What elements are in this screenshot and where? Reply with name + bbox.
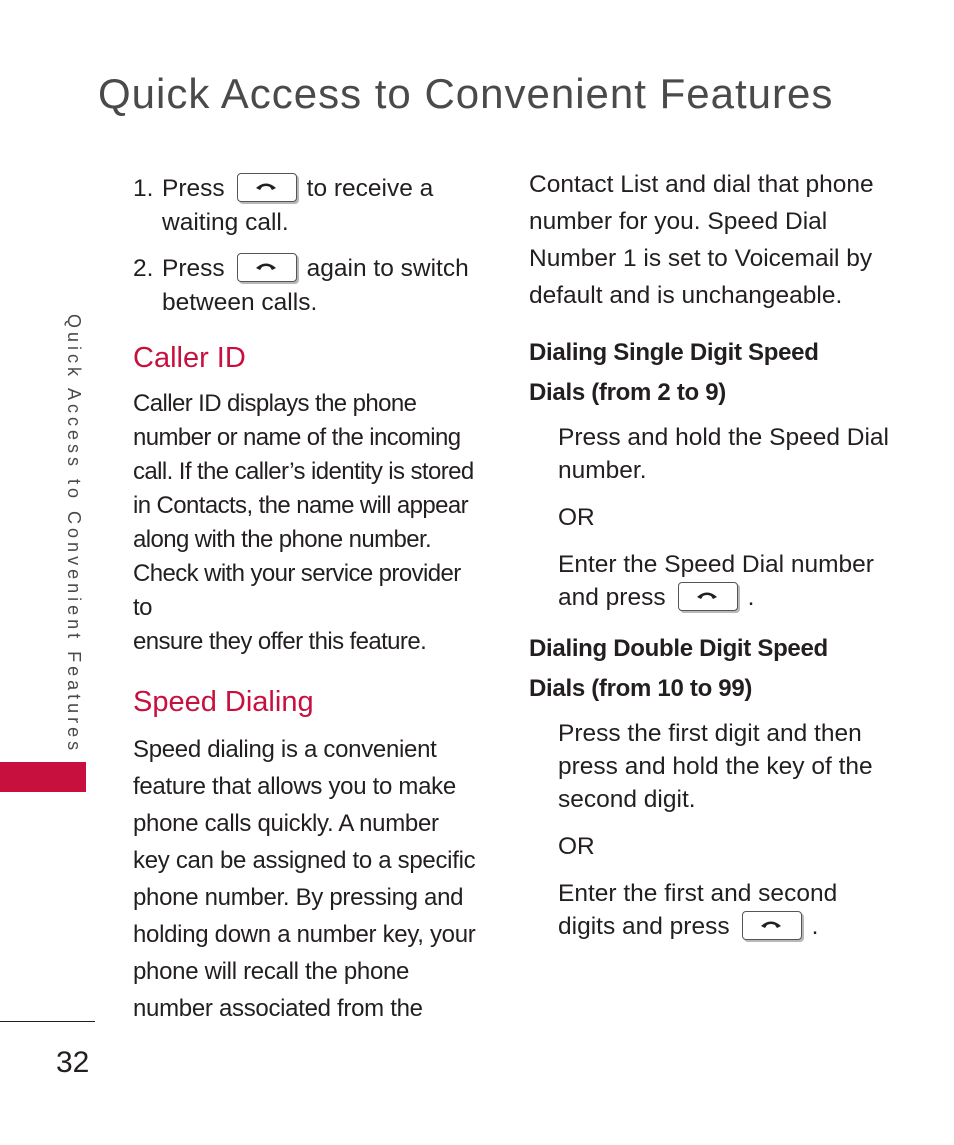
caller-id-paragraph [133, 387, 483, 659]
heading-line: Dials (from 2 to 9) [529, 379, 726, 406]
paragraph-line: default and is unchangeable. [529, 282, 843, 309]
step-line: number. [558, 457, 647, 484]
send-key-icon [237, 173, 297, 202]
single-digit-or: OR [558, 504, 595, 531]
step-text: and press [558, 584, 666, 611]
paragraph-line: Contact List and dial that phone [529, 171, 874, 198]
paragraph-line: in Contacts, the name will appear [133, 492, 469, 520]
paragraph-line: along with the phone number. [133, 526, 432, 554]
step-line-with-key [558, 581, 889, 615]
step-text-line2: between calls. [162, 289, 318, 317]
paragraph-line: feature that allows you to make [133, 773, 456, 801]
paragraph-line: number for you. Speed Dial [529, 208, 828, 235]
paragraph-line: Number 1 is set to Voicemail by [529, 245, 873, 272]
step-line-with-key [558, 910, 889, 944]
page-title: Quick Access to Convenient Features [98, 70, 834, 117]
send-key-icon [237, 253, 297, 282]
speed-dialing-heading: Speed Dialing [133, 686, 314, 719]
speed-dial-intro-paragraph [529, 166, 889, 314]
paragraph-line: ensure they offer this feature. [133, 628, 427, 656]
section-tab-marker [0, 762, 86, 792]
step-text-after: again to switch [306, 255, 469, 283]
step-line: Press the first digit and then [558, 720, 862, 748]
paragraph-line: key can be assigned to a specific [133, 847, 476, 875]
paragraph-line: phone number. By pressing and [133, 884, 464, 912]
send-key-icon [678, 582, 738, 611]
step-text-line2: waiting call. [162, 209, 289, 237]
paragraph-line: Speed dialing is a convenient [133, 736, 437, 764]
step-receive-waiting-call [133, 172, 483, 239]
step-line: Press and hold the Speed Dial [558, 424, 889, 451]
heading-line: Dials (from 10 to 99) [529, 675, 753, 703]
double-digit-step-1 [529, 717, 889, 816]
paragraph-line: Check with your service provider to [133, 560, 461, 622]
paragraph-line: call. If the caller’s identity is stored [133, 458, 474, 486]
step-line: second digit. [558, 786, 696, 814]
heading-line: Dialing Double Digit Speed [529, 635, 828, 663]
left-column [133, 172, 483, 1027]
page-number: 32 [56, 1046, 90, 1079]
right-column [529, 166, 889, 958]
send-key-icon [742, 911, 802, 940]
side-section-label: Quick Access to Convenient Features [64, 314, 84, 755]
single-digit-heading [529, 333, 889, 413]
step-line: Enter the first and second [558, 880, 838, 908]
step-number: 1. [133, 175, 154, 202]
double-digit-heading [529, 629, 889, 709]
step-switch-calls [133, 252, 483, 319]
step-end-punctuation: . [811, 913, 819, 941]
double-digit-or: OR [558, 833, 595, 861]
paragraph-line: number or name of the incoming [133, 424, 461, 452]
paragraph-line: Caller ID displays the phone [133, 390, 417, 418]
caller-id-heading: Caller ID [133, 342, 246, 375]
step-line: press and hold the key of the [558, 753, 873, 781]
single-digit-step-1 [529, 421, 889, 487]
speed-dialing-paragraph [133, 731, 483, 1027]
step-text-before: Press [162, 255, 225, 283]
double-digit-step-2 [529, 877, 889, 944]
step-text-after: to receive a [306, 175, 434, 202]
step-line: Enter the Speed Dial number [558, 551, 874, 578]
paragraph-line: phone will recall the phone [133, 958, 410, 986]
paragraph-line: holding down a number key, your [133, 921, 476, 949]
heading-line: Dialing Single Digit Speed [529, 339, 819, 366]
step-text-before: Press [162, 175, 225, 202]
single-digit-step-2 [529, 548, 889, 615]
paragraph-line: number associated from the [133, 995, 423, 1023]
step-number: 2. [133, 255, 154, 283]
step-text: digits and press [558, 913, 730, 941]
step-end-punctuation: . [747, 584, 755, 611]
page-number-rule [0, 1021, 95, 1022]
paragraph-line: phone calls quickly. A number [133, 810, 439, 838]
